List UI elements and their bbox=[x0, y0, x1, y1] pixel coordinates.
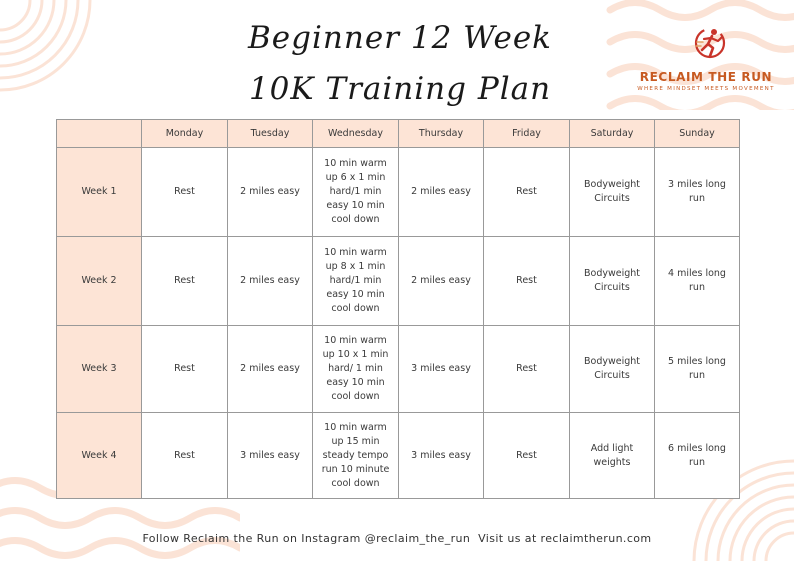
table-cell: 10 min warm up 6 x 1 min hard/1 min easy 10 min cool down bbox=[313, 148, 399, 237]
table-cell: 2 miles easy bbox=[228, 326, 313, 413]
table-cell: Rest bbox=[142, 148, 228, 237]
page-title-line-1: Beginner 12 Week bbox=[248, 20, 552, 56]
table-cell: 3 miles easy bbox=[399, 413, 484, 499]
week-label: Week 2 bbox=[57, 237, 142, 326]
table-cell: 3 miles easy bbox=[399, 326, 484, 413]
table-row bbox=[57, 148, 740, 237]
table-cell: Rest bbox=[484, 326, 570, 413]
table-cell: Bodyweight Circuits bbox=[570, 148, 655, 237]
table-cell: 3 miles easy bbox=[228, 413, 313, 499]
table-cell: Add light weights bbox=[570, 413, 655, 499]
table-row bbox=[57, 326, 740, 413]
table-cell: 10 min warm up 10 x 1 min hard/ 1 min easy 10 min cool down bbox=[313, 326, 399, 413]
table-cell: 3 miles long run bbox=[655, 148, 740, 237]
table-cell: Rest bbox=[142, 237, 228, 326]
page-title-line-2: 10K Training Plan bbox=[248, 71, 552, 107]
week-label: Week 3 bbox=[57, 326, 142, 413]
footer-text: Follow Reclaim the Run on Instagram @reclaim_the_run Visit us at reclaimtherun.com bbox=[142, 532, 652, 545]
table-cell: 5 miles long run bbox=[655, 326, 740, 413]
table-cell: 2 miles easy bbox=[228, 237, 313, 326]
table-cell: Bodyweight Circuits bbox=[570, 237, 655, 326]
brand-logo bbox=[636, 24, 776, 100]
decorative-arcs-top-left bbox=[0, 0, 140, 120]
table-cell: 6 miles long run bbox=[655, 413, 740, 499]
table-cell: 2 miles easy bbox=[399, 148, 484, 237]
column-header-sunday: Sunday bbox=[655, 120, 740, 148]
column-header-wednesday: Wednesday bbox=[313, 120, 399, 148]
column-header-tuesday: Tuesday bbox=[228, 120, 313, 148]
table-row bbox=[57, 413, 740, 499]
table-corner-cell bbox=[57, 120, 142, 148]
table-cell: 4 miles long run bbox=[655, 237, 740, 326]
column-header-saturday: Saturday bbox=[570, 120, 655, 148]
table-cell: Rest bbox=[484, 413, 570, 499]
column-header-monday: Monday bbox=[142, 120, 228, 148]
training-plan-table bbox=[56, 119, 740, 499]
table-cell: Rest bbox=[142, 326, 228, 413]
table-cell: Rest bbox=[484, 237, 570, 326]
brand-name: RECLAIM THE RUN bbox=[639, 70, 773, 84]
table-cell: Bodyweight Circuits bbox=[570, 326, 655, 413]
table-cell: 10 min warm up 8 x 1 min hard/1 min easy 10 min cool down bbox=[313, 237, 399, 326]
table-cell: Rest bbox=[142, 413, 228, 499]
table-cell: Rest bbox=[484, 148, 570, 237]
brand-tagline: WHERE MINDSET MEETS MOVEMENT bbox=[637, 86, 775, 92]
table-cell: 2 miles easy bbox=[228, 148, 313, 237]
column-header-friday: Friday bbox=[484, 120, 570, 148]
column-header-thursday: Thursday bbox=[399, 120, 484, 148]
week-label: Week 4 bbox=[57, 413, 142, 499]
table-cell: 10 min warm up 15 min steady tempo run 10 minute cool down bbox=[313, 413, 399, 499]
table-header-row bbox=[57, 120, 740, 148]
table-row bbox=[57, 237, 740, 326]
runner-icon bbox=[693, 24, 727, 62]
table-cell: 2 miles easy bbox=[399, 237, 484, 326]
week-label: Week 1 bbox=[57, 148, 142, 237]
